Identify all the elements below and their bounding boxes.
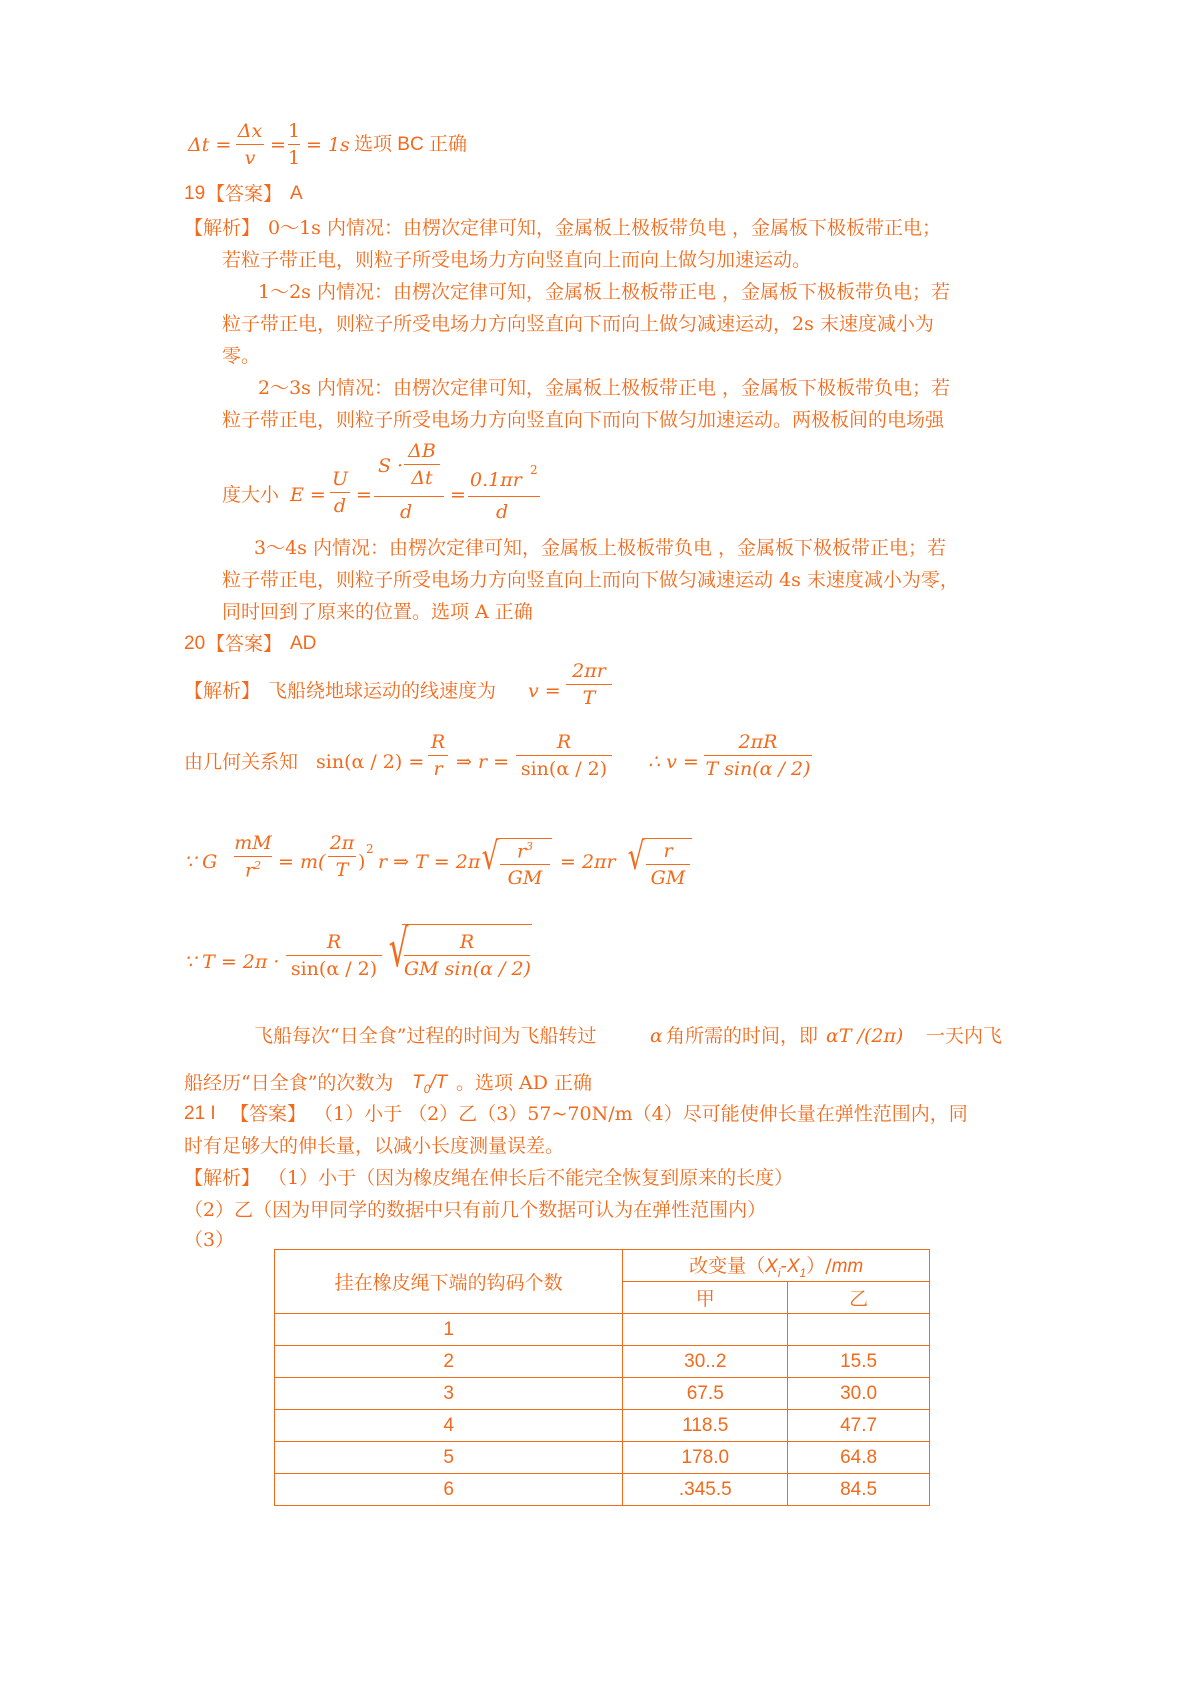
sqrt-bar xyxy=(498,838,552,839)
answer-tag: 【答案】 xyxy=(206,183,283,205)
frac-bar xyxy=(468,496,540,497)
x-letter: X xyxy=(786,1256,800,1278)
frac-den: d xyxy=(496,501,509,523)
analysis-tag: 【解析】 xyxy=(184,1167,261,1189)
frac-dx-v xyxy=(236,120,264,169)
frac-bar xyxy=(704,755,812,756)
cell-yi xyxy=(788,1314,930,1346)
cell-count: 3 xyxy=(275,1378,623,1410)
table-header-row xyxy=(275,1250,930,1282)
cell-jia: 67.5 xyxy=(623,1378,788,1410)
q20-geo: 由几何关系知 xyxy=(184,751,299,773)
cell-jia: .345.5 xyxy=(623,1474,788,1506)
eq-sign: = xyxy=(450,484,466,506)
frac-num: U xyxy=(331,468,348,490)
unit-mm: mm xyxy=(831,1256,864,1278)
q19-number: 19 xyxy=(184,183,206,204)
cell-count: 2 xyxy=(275,1346,623,1378)
q19-answer: A xyxy=(290,183,303,204)
close-paren: ) xyxy=(358,851,366,873)
frac-bar xyxy=(328,856,356,857)
cell-yi: 47.7 xyxy=(788,1410,930,1442)
frac-den: T xyxy=(335,859,349,881)
eq-aT: αT /(2π) xyxy=(826,1025,904,1047)
cell-yi: 30.0 xyxy=(788,1378,930,1410)
subscript: i xyxy=(777,1265,781,1280)
x-letter: X xyxy=(765,1256,778,1278)
cell-count: 4 xyxy=(275,1410,623,1442)
q19-p2a: 1～2s 内情况：由楞次定律可知，金属板上极板带正电 ，金属板下极板带负电；若 xyxy=(258,281,951,303)
frac-num: 2π xyxy=(329,832,355,854)
alpha-symbol: α xyxy=(650,1025,663,1047)
frac-num: 1 xyxy=(288,120,301,142)
q19-p3a: 2～3s 内情况：由楞次定律可知，金属板上极板带正电 ，金属板下极板带负电；若 xyxy=(258,377,951,399)
q21-ans2: 时有足够大的伸长量，以减小长度测量误差。 xyxy=(184,1135,565,1157)
frac-bar xyxy=(428,755,448,756)
frac-den: GM sin(α / 2) xyxy=(404,958,531,980)
eq-tail: r ⇒ T = 2π xyxy=(378,851,481,873)
sqrt-icon: √ xyxy=(627,834,645,878)
col-header-jia: 甲 xyxy=(623,1282,788,1314)
q19-p4c: 同时回到了原来的位置。选项 A 正确 xyxy=(222,601,533,623)
cell-jia: 118.5 xyxy=(623,1410,788,1442)
xi-symbol xyxy=(765,1256,781,1280)
table-row xyxy=(275,1410,930,1442)
frac-den: Δt xyxy=(411,467,433,489)
cell-count: 6 xyxy=(275,1474,623,1506)
cell-jia xyxy=(623,1314,788,1346)
cell-jia: 30..2 xyxy=(623,1346,788,1378)
table-row xyxy=(275,1378,930,1410)
frac-bar xyxy=(646,864,690,865)
frac-den: d xyxy=(400,501,413,523)
dash: - xyxy=(780,1256,787,1278)
frac-R-GMsin xyxy=(404,931,530,980)
frac-bar xyxy=(374,496,444,497)
frac-R-sin xyxy=(516,731,612,780)
frac-R-sin xyxy=(286,931,382,980)
frac-num xyxy=(500,840,550,862)
frac-bar xyxy=(404,955,530,956)
superscript: 2 xyxy=(366,842,374,856)
q19-p3c: 度大小 xyxy=(222,484,280,506)
subscript: 0 xyxy=(423,1081,431,1096)
q20-p1: 飞船每次“日全食”过程的时间为飞船转过 xyxy=(254,1025,597,1047)
cell-count: 5 xyxy=(275,1442,623,1474)
r-symbol: r xyxy=(516,840,527,863)
eq-because-G: ∵ G xyxy=(184,851,218,873)
T-letter: T xyxy=(412,1072,424,1093)
data-table xyxy=(274,1249,930,1506)
frac-mM-r2 xyxy=(234,832,272,881)
sqrt-icon: √ xyxy=(388,919,409,979)
subscript: 1 xyxy=(799,1265,807,1280)
q20-p2b: 。选项 AD 正确 xyxy=(456,1072,593,1094)
superscript: 2 xyxy=(530,463,538,477)
superscript: 2 xyxy=(254,859,262,872)
frac-den: GM xyxy=(507,867,543,890)
frac-bar xyxy=(516,755,612,756)
frac-num: r xyxy=(663,840,673,862)
frac-den xyxy=(234,859,272,881)
eq-because-T: ∵ T = 2π · xyxy=(184,951,280,973)
eq-2pir: = 2πr xyxy=(560,851,616,873)
frac-num: R xyxy=(556,731,572,753)
cell-count: 1 xyxy=(275,1314,623,1346)
q21-ans1: （1）小于 （2）乙（3）57~70N/m（4）尽可能使伸长量在弹性范围内，同 xyxy=(314,1103,968,1125)
eq-imp-r: ⇒ r = xyxy=(456,751,510,773)
T0-symbol xyxy=(412,1072,447,1096)
frac-den: sin(α / 2) xyxy=(290,958,378,980)
q19-p4b: 粒子带正电，则粒子所受电场力方向竖直向上而向下做匀减速运动 4s 末速度减小为零， xyxy=(222,569,959,591)
q20-p1c: 一天内飞 xyxy=(926,1025,1003,1047)
q20-l1: 飞船绕地球运动的线速度为 xyxy=(268,680,497,702)
q21-e3: （3） xyxy=(184,1229,235,1251)
eq-thus-v: ∴ v = xyxy=(648,751,699,773)
col-header-yi: 乙 xyxy=(788,1282,930,1314)
q19-p4a: 3～4s 内情况：由楞次定律可知，金属板上极板带负电 ，金属板下极板带正电；若 xyxy=(254,537,947,559)
eq-sin: sin(α / 2) = xyxy=(316,751,425,773)
frac-num: ΔB xyxy=(408,440,436,462)
frac-num: mM xyxy=(234,832,272,854)
analysis-tag: 【解析】 xyxy=(184,680,261,702)
frac-den: v xyxy=(244,147,256,169)
frac-r3-GM xyxy=(500,840,550,889)
q19-p1a: 0～1s 内情况：由楞次定律可知，金属板上极板带负电 ，金属板下极板带正电； xyxy=(268,217,942,239)
q21-e1: （1）小于（因为橡皮绳在伸长后不能完全恢复到原来的长度） xyxy=(268,1167,794,1189)
frac-den: sin(α / 2) xyxy=(520,758,608,780)
q20-number: 20 xyxy=(184,633,206,654)
answer-tag: 【答案】 xyxy=(206,633,283,655)
sqrt-icon: √ xyxy=(481,834,499,878)
sqrt-bar xyxy=(402,924,532,925)
q20-p2a: 船经历“日全食”的次数为 xyxy=(184,1072,394,1094)
eq-sign: = xyxy=(356,484,372,506)
table-row xyxy=(275,1346,930,1378)
eq-E: E = xyxy=(290,484,326,506)
frac-R-r xyxy=(428,731,448,780)
eq-result: = 1s xyxy=(306,134,350,156)
frac-U-d xyxy=(330,468,350,517)
frac-2piR-Tsin xyxy=(704,731,812,780)
cell-yi: 64.8 xyxy=(788,1442,930,1474)
frac-den: T xyxy=(582,687,596,709)
q19-p3b: 粒子带正电，则粒子所受电场力方向竖直向下而向下做匀加速运动。两极板间的电场强 xyxy=(222,409,945,431)
q19-p2c: 零。 xyxy=(222,345,261,367)
q19-p1b: 若粒子带正电，则粒子所受电场力方向竖直向上而向上做匀加速运动。 xyxy=(222,249,812,271)
frac-den: GM xyxy=(650,867,686,889)
frac-num: 2πr xyxy=(572,660,606,682)
col-header-hooks: 挂在橡皮绳下端的钩码个数 xyxy=(275,1250,623,1314)
col-header-change xyxy=(623,1250,930,1282)
eq-delta-t: Δt = xyxy=(188,134,232,156)
cell-jia: 178.0 xyxy=(623,1442,788,1474)
table-row xyxy=(275,1442,930,1474)
frac-2pir-T xyxy=(566,660,612,709)
slash-T: /T xyxy=(430,1072,448,1093)
frac-bar xyxy=(500,864,550,865)
table-row xyxy=(275,1474,930,1506)
frac-bar xyxy=(236,144,264,145)
frac-bar xyxy=(404,464,440,465)
frac-num: R xyxy=(459,931,475,953)
answer-tag: 【答案】 xyxy=(230,1103,307,1125)
frac-num: R xyxy=(430,731,446,753)
frac-dB-dt xyxy=(404,440,440,489)
col-header-text: ）/ xyxy=(806,1255,832,1278)
frac-bar xyxy=(330,492,350,493)
eq-S: S · xyxy=(378,455,404,477)
frac-num: R xyxy=(326,931,342,953)
frac-num: 2πR xyxy=(738,731,778,753)
superscript: 3 xyxy=(526,840,534,853)
table-row xyxy=(275,1314,930,1346)
frac-bar xyxy=(234,856,272,857)
frac-2pi-T xyxy=(328,832,356,881)
frac-bar xyxy=(566,684,612,685)
eq-v: v = xyxy=(528,680,561,702)
frac-den: 1 xyxy=(288,147,301,169)
frac-bar xyxy=(288,144,300,145)
cell-yi: 84.5 xyxy=(788,1474,930,1506)
sqrt-bar xyxy=(644,838,692,839)
frac-den: d xyxy=(333,495,347,517)
eq-sign: = xyxy=(270,134,286,156)
frac-den: T sin(α / 2) xyxy=(705,758,811,780)
cell-yi: 15.5 xyxy=(788,1346,930,1378)
col-header-text: 改变量（ xyxy=(689,1255,766,1278)
frac-r-GM xyxy=(646,840,690,889)
r-symbol: r xyxy=(244,859,255,882)
frac-one xyxy=(288,120,300,169)
frac-bar xyxy=(286,955,382,956)
frac-num: Δx xyxy=(237,120,263,142)
eq-m: = m( xyxy=(278,851,326,873)
q20-p1b: 角所需的时间，即 xyxy=(666,1025,819,1047)
q21-e2: （2）乙（因为甲同学的数据中只有前几个数据可认为在弹性范围内） xyxy=(184,1199,767,1221)
bc-correct: 选项 BC 正确 xyxy=(354,134,467,155)
q19-p2b: 粒子带正电，则粒子所受电场力方向竖直向下而向上做匀减速运动，2s 末速度减小为 xyxy=(222,313,934,335)
x1-symbol xyxy=(786,1256,807,1280)
q21-number: 21 I xyxy=(184,1103,216,1124)
q20-answer: AD xyxy=(290,633,317,654)
frac-den: r xyxy=(433,758,443,780)
analysis-tag: 【解析】 xyxy=(184,217,261,239)
frac-num: 0.1πr xyxy=(470,469,522,491)
